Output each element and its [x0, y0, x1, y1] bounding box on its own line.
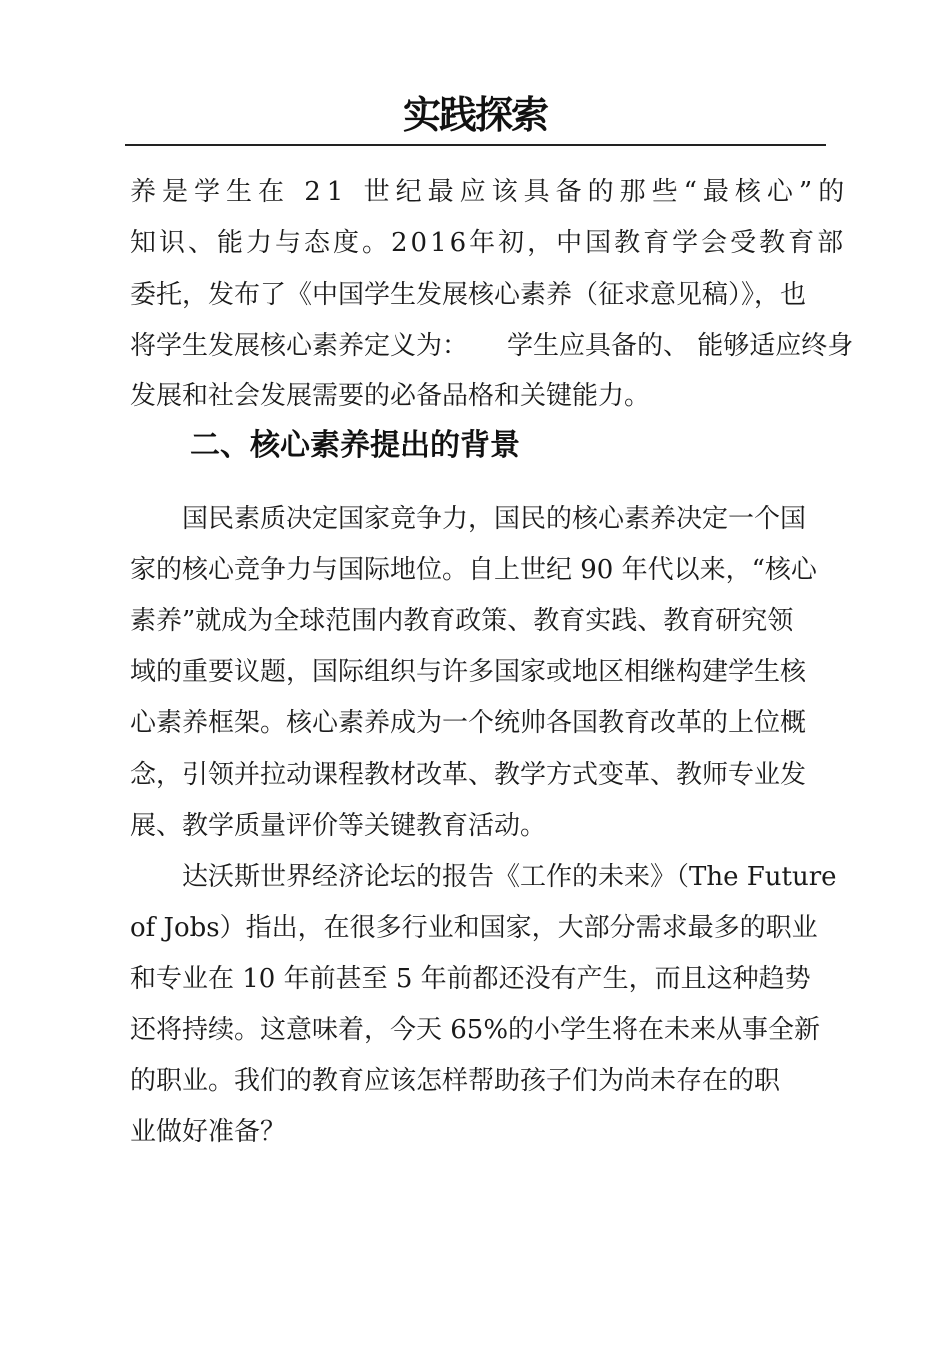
paragraph-line: 知识、能力与态度。2016年初，中国教育学会受教育部 [130, 228, 847, 258]
paragraph-line: 和专业在 10 年前甚至 5 年前都还没有产生，而且这种趋势 [130, 964, 811, 994]
paragraph-line: 还将持续。这意味着，今天 65%的小学生将在未来从事全新 [130, 1015, 821, 1045]
paragraph-line: 发展和社会发展需要的必备品格和关键能力。 [130, 381, 651, 411]
paragraph-line: 素养”就成为全球范围内教育政策、教育实践、教育研究领 [130, 606, 794, 636]
paragraph-line: 国民素质决定国家竞争力，国民的核心素养决定一个国 [130, 504, 807, 534]
paragraph-line: 养是学生在 21 世纪最应该具备的那些“最核心”的 [130, 177, 851, 207]
paragraph-line: 念，引领并拉动课程教材改革、教学方式变革、教师专业发 [130, 760, 807, 790]
page-header-title: 实践探索 [402, 92, 547, 137]
paragraph-line: 心素养框架。核心素养成为一个统帅各国教育改革的上位概 [130, 708, 807, 738]
paragraph-line: 达沃斯世界经济论坛的报告《工作的未来》（The Future [130, 862, 837, 892]
header-divider [125, 144, 826, 146]
section-heading: 二、核心素养提出的背景 [190, 428, 520, 463]
paragraph-line: 业做好准备？ [130, 1117, 287, 1147]
paragraph-line: 域的重要议题，国际组织与许多国家或地区相继构建学生核 [130, 657, 807, 687]
paragraph-line: 将学生发展核心素养定义为： 学生应具备的、 能够适应终身 [130, 331, 854, 361]
paragraph-line: of Jobs）指出，在很多行业和国家，大部分需求最多的职业 [130, 913, 818, 943]
paragraph-line: 的职业。我们的教育应该怎样帮助孩子们为尚未存在的职 [130, 1066, 781, 1096]
paragraph-line: 展、教学质量评价等关键教育活动。 [130, 811, 547, 841]
paragraph-line: 家的核心竞争力与国际地位。自上世纪 90 年代以来，“核心 [130, 555, 817, 585]
paragraph-line: 委托，发布了《中国学生发展核心素养（征求意见稿）》，也 [130, 280, 807, 310]
